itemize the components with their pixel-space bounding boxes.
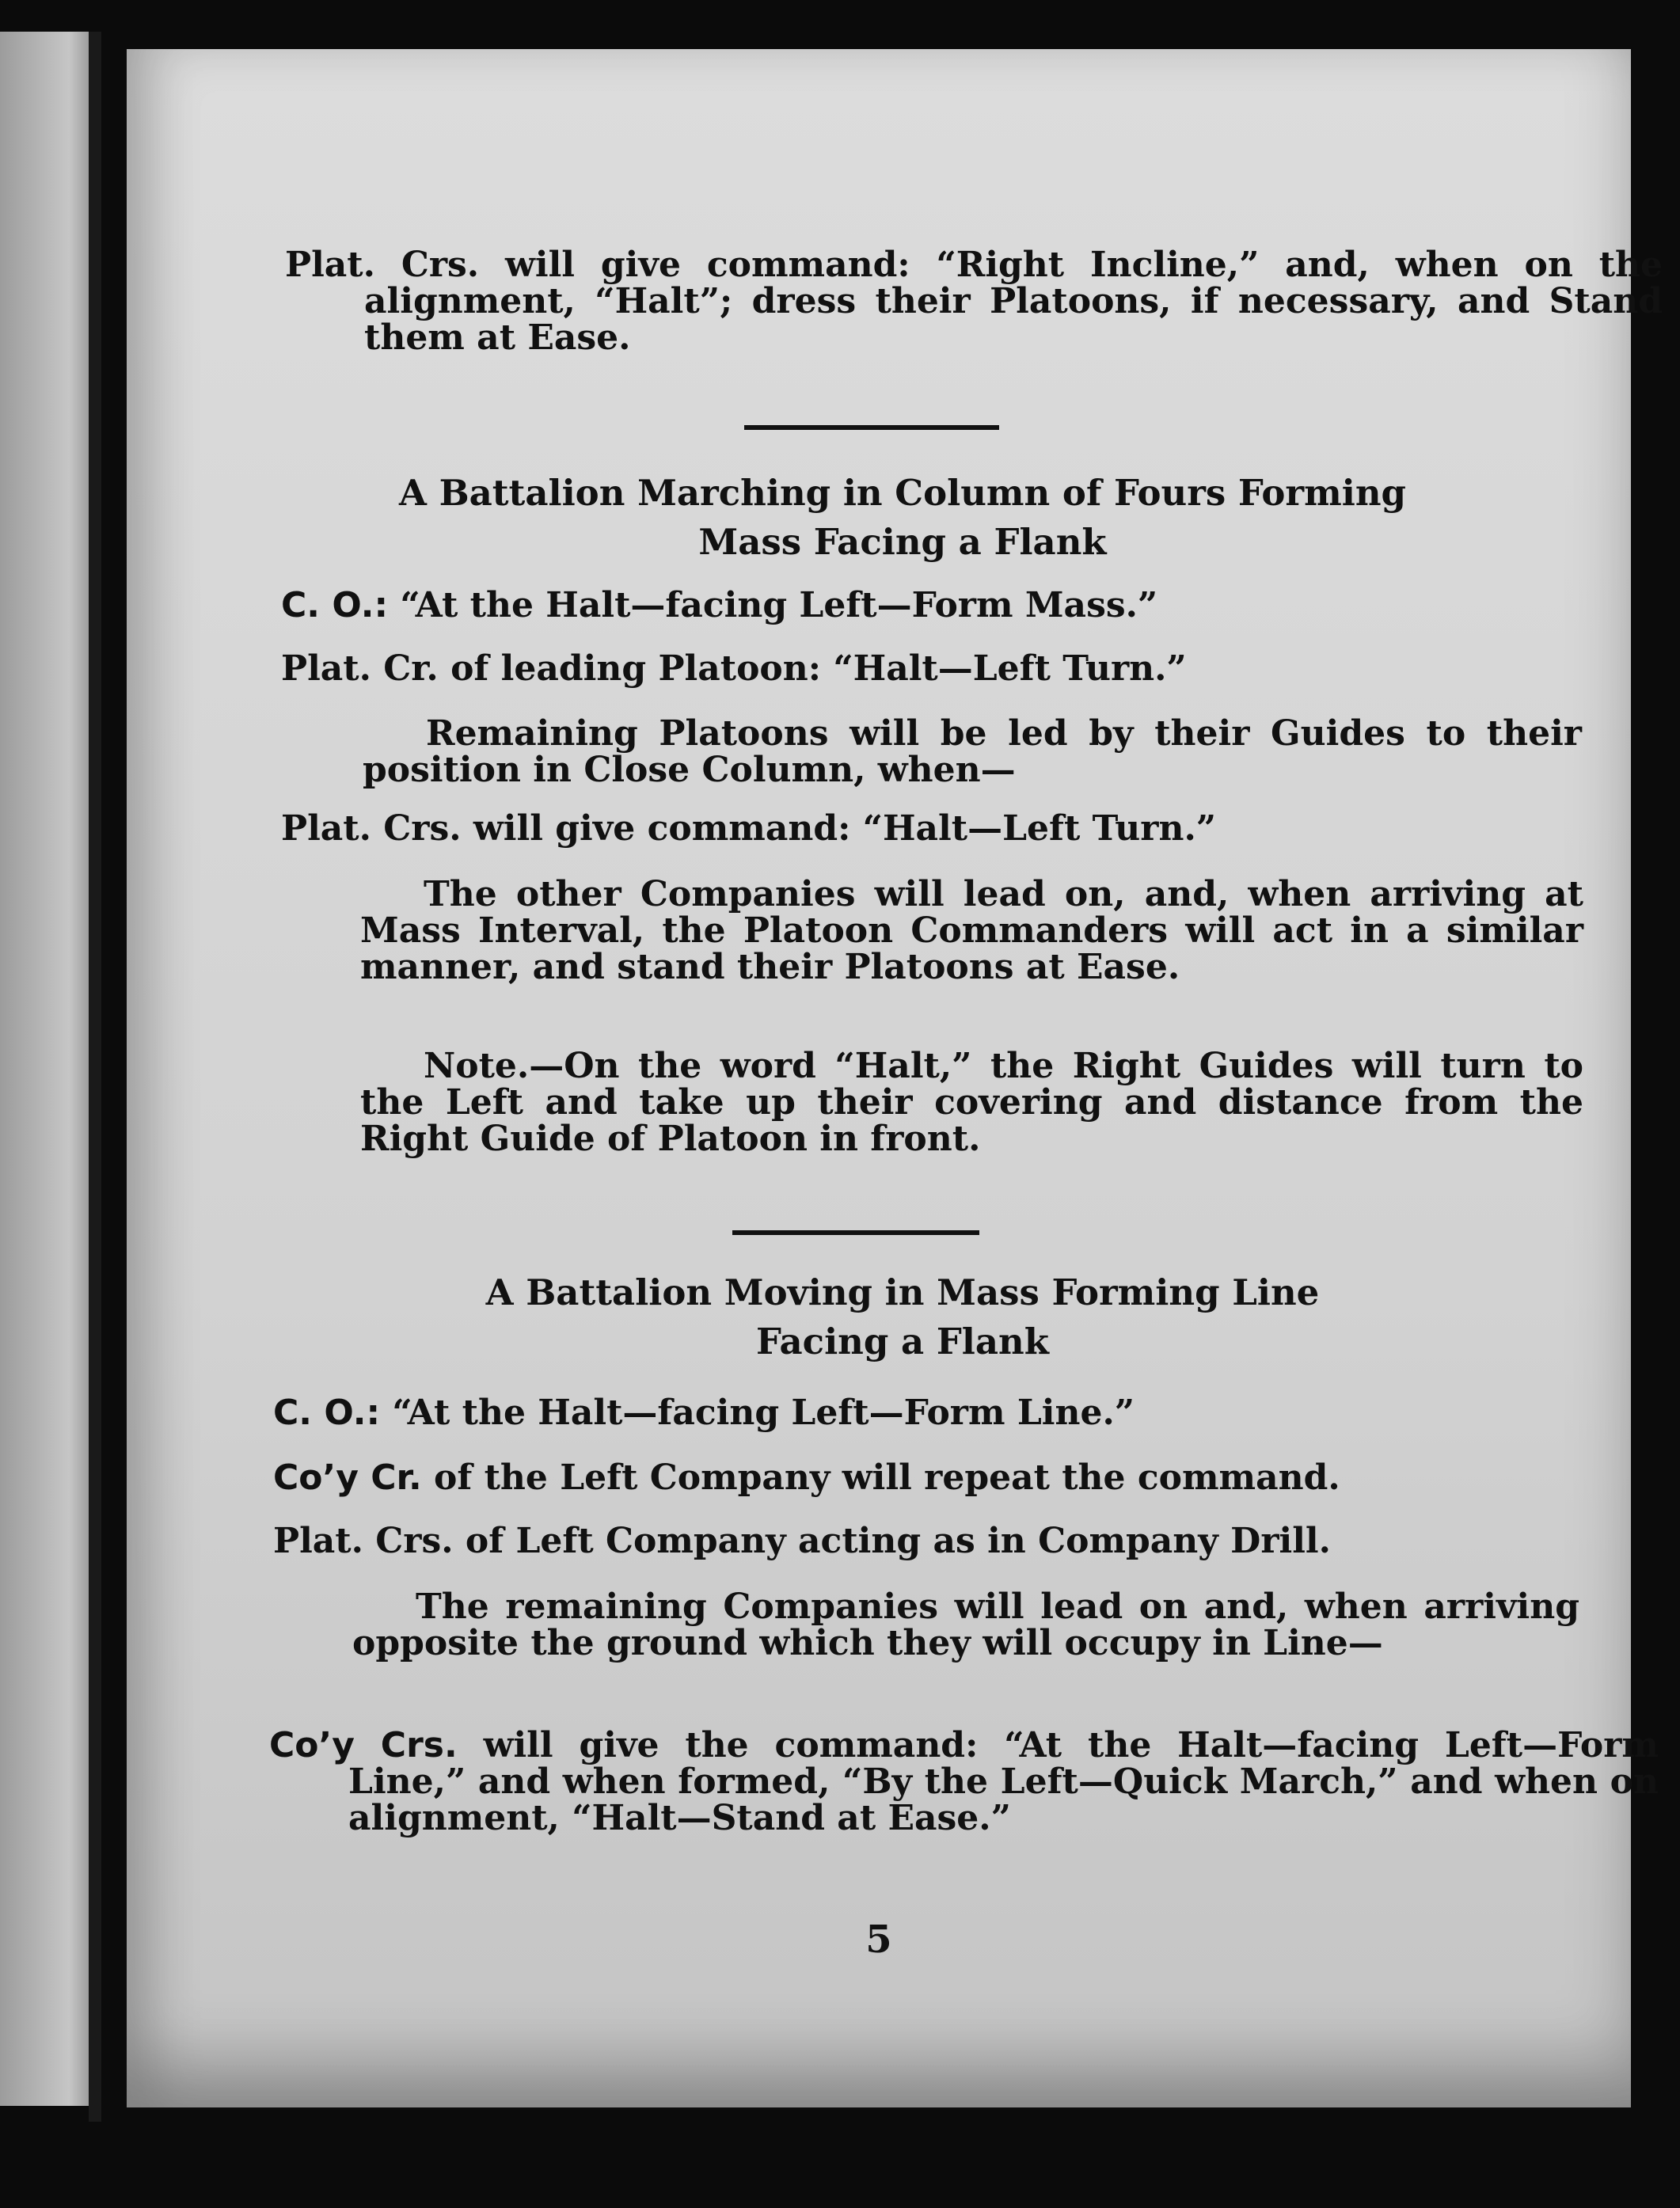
section-heading-1-line1: A Battalion Marching in Column of Fours Forming — [398, 472, 1407, 514]
paragraph-left-company: Plat. Crs. of Left Company acting as in Company Drill. — [273, 1521, 1331, 1561]
note-text: —On the word “Halt,” the Right Guides will turn to the Left and take up their covering and distance from the Right Guide of Platoon in front. — [360, 1046, 1583, 1159]
page-content — [127, 49, 1663, 2107]
book-page — [127, 49, 1663, 2107]
facing-page-edge — [0, 32, 99, 2106]
section-divider — [744, 425, 999, 430]
co-command-form-line — [273, 1395, 1579, 1431]
coy-cr-text: of the Left Company will repeat the command. — [434, 1457, 1340, 1498]
coy-crs-label: Co’y Crs. — [269, 1725, 458, 1765]
section-heading-2-line1: A Battalion Moving in Mass Forming Line — [485, 1271, 1320, 1313]
section-heading-1-line2: Mass Facing a Flank — [698, 521, 1107, 563]
paragraph-remaining-platoons: Remaining Platoons will be led by their Guides to their position in Close Column, when— — [363, 713, 1582, 790]
section-heading-1 — [253, 469, 1552, 567]
note-label: Note. — [424, 1046, 530, 1086]
section-heading-2 — [253, 1268, 1552, 1366]
co-command-text: “At the Halt—facing Left—Form Mass.” — [400, 585, 1158, 625]
paragraph-coy-cr-repeat — [273, 1457, 1579, 1498]
section-divider — [732, 1230, 979, 1235]
coy-crs-text: will give the command: “At the Halt—facing Left—Form Line,” and when formed, “By the Left—Quick March,” and when on alignment, “Halt—Stand at Ease.” — [348, 1725, 1659, 1838]
paragraph-coy-crs-command — [269, 1727, 1659, 1837]
section-heading-2-line2: Facing a Flank — [756, 1321, 1049, 1362]
co-label: C. O.: — [273, 1393, 381, 1433]
paragraph-remaining-companies: The remaining Companies will lead on and, when arriving opposite the ground which they will occupy in Line— — [352, 1587, 1579, 1663]
coy-cr-label: Co’y Cr. — [273, 1457, 422, 1498]
book-spine — [89, 32, 101, 2122]
paragraph-right-incline: Plat. Crs. will give command: “Right Incline,” and, when on the alignment, “Halt”; dress their Platoons, if necessary, and Stand them at Ease. — [285, 245, 1663, 358]
paragraph-leading-platoon: Plat. Cr. of leading Platoon: “Halt—Left Turn.” — [281, 648, 1187, 689]
paragraph-other-companies: The other Companies will lead on, and, when arriving at Mass Interval, the Platoon Commanders will act in a similar manner, and stand their Platoons at Ease. — [360, 874, 1583, 987]
note-paragraph — [360, 1048, 1583, 1157]
co-command-text: “At the Halt—facing Left—Form Line.” — [392, 1393, 1135, 1433]
paragraph-plat-crs-command: Plat. Crs. will give command: “Halt—Left Turn.” — [281, 808, 1217, 849]
page-number: 5 — [865, 1917, 892, 1962]
co-command-form-mass — [281, 587, 1579, 624]
co-label: C. O.: — [281, 585, 389, 625]
